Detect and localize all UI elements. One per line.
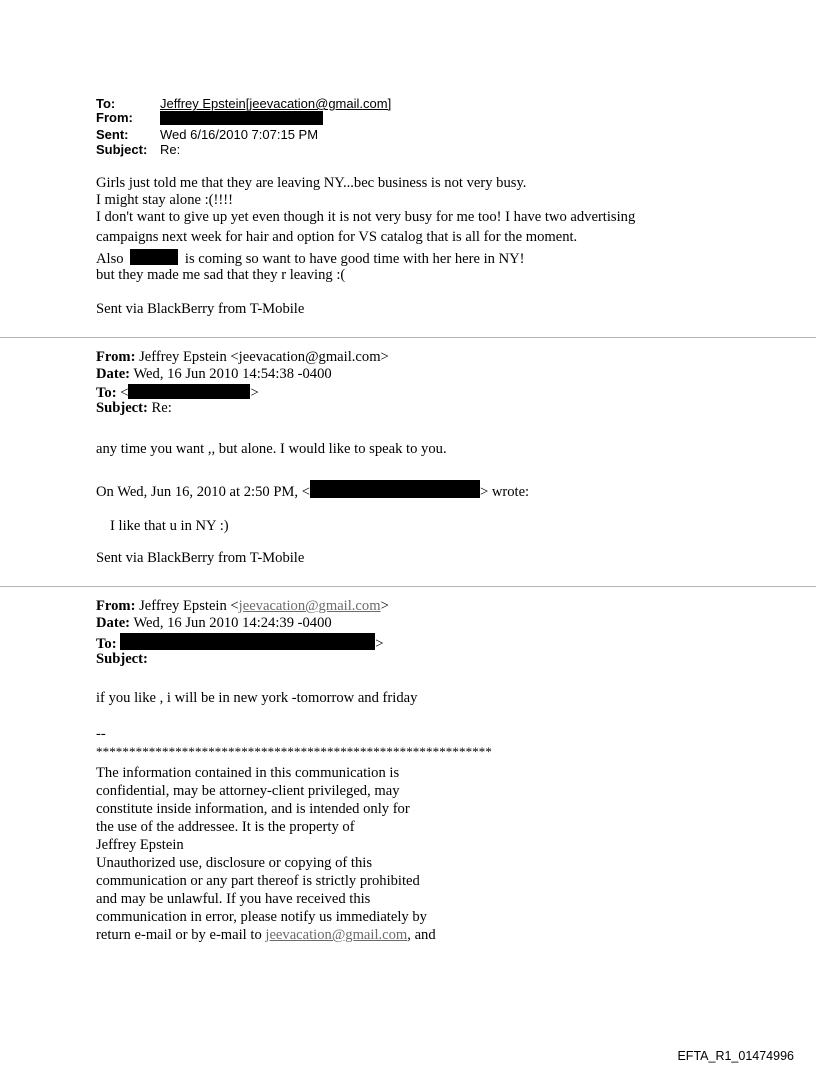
msg3-to-redaction (120, 633, 375, 650)
msg3-to-row (96, 633, 383, 653)
msg2-to-label: To: (96, 385, 117, 401)
msg2-to-close: > (250, 385, 259, 401)
msg3-from-close: > (380, 598, 389, 614)
msg2-subject-label: Subject: (96, 400, 148, 416)
disclaimer-line-4: the use of the addressee. It is the property of (96, 819, 355, 835)
to-value: Jeffrey Epstein[jeevacation@gmail.com] (160, 96, 392, 111)
separator-1 (0, 337, 816, 338)
msg2-from-value: Jeffrey Epstein <jeevacation@gmail.com> (139, 349, 389, 365)
sent-label: Sent: (96, 127, 129, 142)
disclaimer-email-link[interactable]: jeevacation@gmail.com (265, 927, 408, 943)
msg3-from-name: Jeffrey Epstein < (139, 598, 239, 614)
disclaimer-line-10 (96, 927, 436, 944)
disclaimer-line-8: and may be unlawful. If you have received this (96, 891, 371, 907)
msg2-from-label: From: (96, 349, 136, 365)
msg3-sig-dash: -- (96, 726, 106, 742)
msg1-line4: campaigns next week for hair and option for VS catalog that is all for the moment. (96, 229, 578, 245)
disclaimer-line-1: The information contained in this communication is (96, 765, 400, 781)
msg3-from-row (96, 599, 389, 615)
msg2-quoted-text: I like that u in NY :) (110, 518, 229, 534)
disclaimer-line-6: Unauthorized use, disclosure or copying of this (96, 855, 373, 871)
msg2-date-value: Wed, 16 Jun 2010 14:54:38 -0400 (133, 366, 332, 382)
msg2-to-open: < (120, 385, 129, 401)
from-redaction (160, 111, 323, 127)
disclaimer-last-before: return e-mail or by e-mail to (96, 927, 266, 943)
msg2-from-row (96, 350, 389, 366)
msg2-to-redaction (128, 384, 250, 399)
msg1-line5 (96, 249, 525, 268)
msg3-to-close: > (375, 636, 384, 652)
msg1-signature: Sent via BlackBerry from T-Mobile (96, 301, 305, 317)
msg2-quote-after: > wrote: (479, 484, 530, 500)
msg3-body: if you like , i will be in new york -tomorrow and friday (96, 690, 418, 706)
msg2-signature: Sent via BlackBerry from T-Mobile (96, 550, 305, 566)
msg2-quote-before: On Wed, Jun 16, 2010 at 2:50 PM, < (96, 484, 310, 500)
msg2-body: any time you want ,, but alone. I would like to speak to you. (96, 441, 447, 457)
from-label: From: (96, 110, 133, 125)
msg3-date-label: Date: (96, 615, 131, 631)
msg2-to-row (96, 384, 259, 402)
msg2-date-label: Date: (96, 366, 131, 382)
disclaimer-line-9: communication in error, please notify us immediately by (96, 909, 427, 925)
msg3-date-row (96, 616, 332, 632)
disclaimer-line-5: Jeffrey Epstein (96, 837, 184, 853)
separator-2 (0, 586, 816, 587)
msg2-subject-row (96, 401, 172, 417)
msg1-line3: I don't want to give up yet even though it is not very busy for me too! I have two advertising (96, 209, 636, 225)
disclaimer-line-2: confidential, may be attorney-client privileged, may (96, 783, 400, 799)
msg1-line5-before: Also (96, 251, 124, 267)
msg3-date-value: Wed, 16 Jun 2010 14:24:39 -0400 (133, 615, 332, 631)
msg2-date-row (96, 367, 332, 383)
msg3-from-email-link[interactable]: jeevacation@gmail.com (238, 598, 381, 614)
msg3-subject-label: Subject: (96, 651, 148, 667)
msg1-line5-after: is coming so want to have good time with her here in NY! (184, 251, 525, 267)
sent-value: Wed 6/16/2010 7:07:15 PM (160, 127, 319, 142)
subject-label: Subject: (96, 142, 148, 157)
msg1-line2: I might stay alone :(!!!! (96, 192, 233, 208)
msg3-from-label: From: (96, 598, 136, 614)
disclaimer-line-7: communication or any part thereof is strictly prohibited (96, 873, 420, 889)
msg2-quote-redaction (310, 480, 480, 498)
to-label: To: (96, 96, 116, 111)
msg3-stars: ************************************************************ (96, 744, 492, 759)
msg3-subject-row (96, 652, 148, 668)
msg1-name-redaction (130, 249, 178, 265)
msg1-line6: but they made me sad that they r leaving :( (96, 267, 346, 283)
msg3-to-label: To: (96, 636, 117, 652)
msg2-subject-value: Re: (151, 400, 172, 416)
document-id: EFTA_R1_01474996 (677, 1049, 794, 1063)
subject-value: Re: (160, 142, 181, 157)
msg1-line1: Girls just told me that they are leaving NY...bec business is not very busy. (96, 175, 527, 191)
disclaimer-last-after: , and (407, 927, 436, 943)
disclaimer-line-3: constitute inside information, and is intended only for (96, 801, 410, 817)
msg2-quote-intro (96, 480, 529, 501)
